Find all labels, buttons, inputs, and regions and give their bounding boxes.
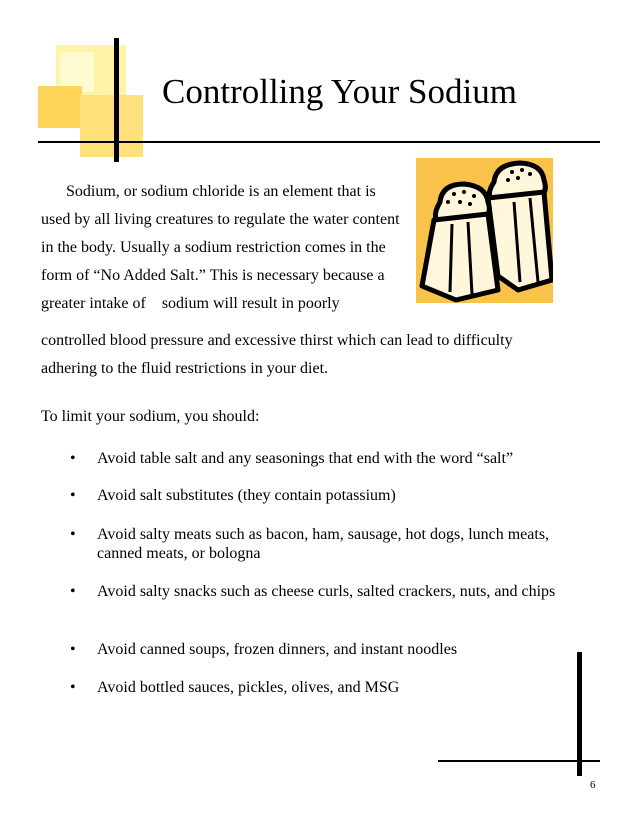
bullet-icon: • xyxy=(70,583,76,600)
list-item-text: Avoid salt substitutes (they contain potassium) xyxy=(97,487,396,504)
decorative-vertical-bar xyxy=(114,38,119,162)
page-title: Controlling Your Sodium xyxy=(162,72,517,111)
bullet-icon: • xyxy=(70,679,76,696)
intro-line: greater intake of sodium will result in poorly xyxy=(41,295,340,312)
list-item-text: Avoid table salt and any seasonings that end with the word “salt” xyxy=(97,450,514,467)
salt-and-pepper-shakers-icon xyxy=(416,158,553,303)
bullet-icon: • xyxy=(70,450,76,467)
intro-line: adhering to the fluid restrictions in your diet. xyxy=(41,360,329,377)
intro-line: used by all living creatures to regulate the water content xyxy=(41,211,400,228)
list-item-text: Avoid salty meats such as bacon, ham, sausage, hot dogs, lunch meats, canned meats, or bologna xyxy=(97,526,550,562)
page-number: 6 xyxy=(590,779,596,791)
decorative-square xyxy=(80,95,143,157)
intro-line: controlled blood pressure and excessive thirst which can lead to difficulty xyxy=(41,332,513,349)
list-item-text: Avoid bottled sauces, pickles, olives, and MSG xyxy=(97,679,400,696)
bullet-icon: • xyxy=(70,641,76,658)
footer-rule xyxy=(438,760,600,762)
decorative-vertical-bar xyxy=(577,652,582,776)
intro-line: Sodium, or sodium chloride is an element that is xyxy=(66,183,376,200)
decorative-square xyxy=(38,86,82,128)
bullet-icon: • xyxy=(70,526,76,543)
bullet-icon: • xyxy=(70,487,76,504)
title-rule xyxy=(38,141,600,143)
list-heading: To limit your sodium, you should: xyxy=(41,408,260,425)
list-item-text: Avoid canned soups, frozen dinners, and instant noodles xyxy=(97,641,458,658)
intro-line: form of “No Added Salt.” This is necessary because a xyxy=(41,267,385,284)
intro-line: in the body. Usually a sodium restriction comes in the xyxy=(41,239,386,256)
list-item-text: Avoid salty snacks such as cheese curls, salted crackers, nuts, and chips xyxy=(97,583,556,600)
